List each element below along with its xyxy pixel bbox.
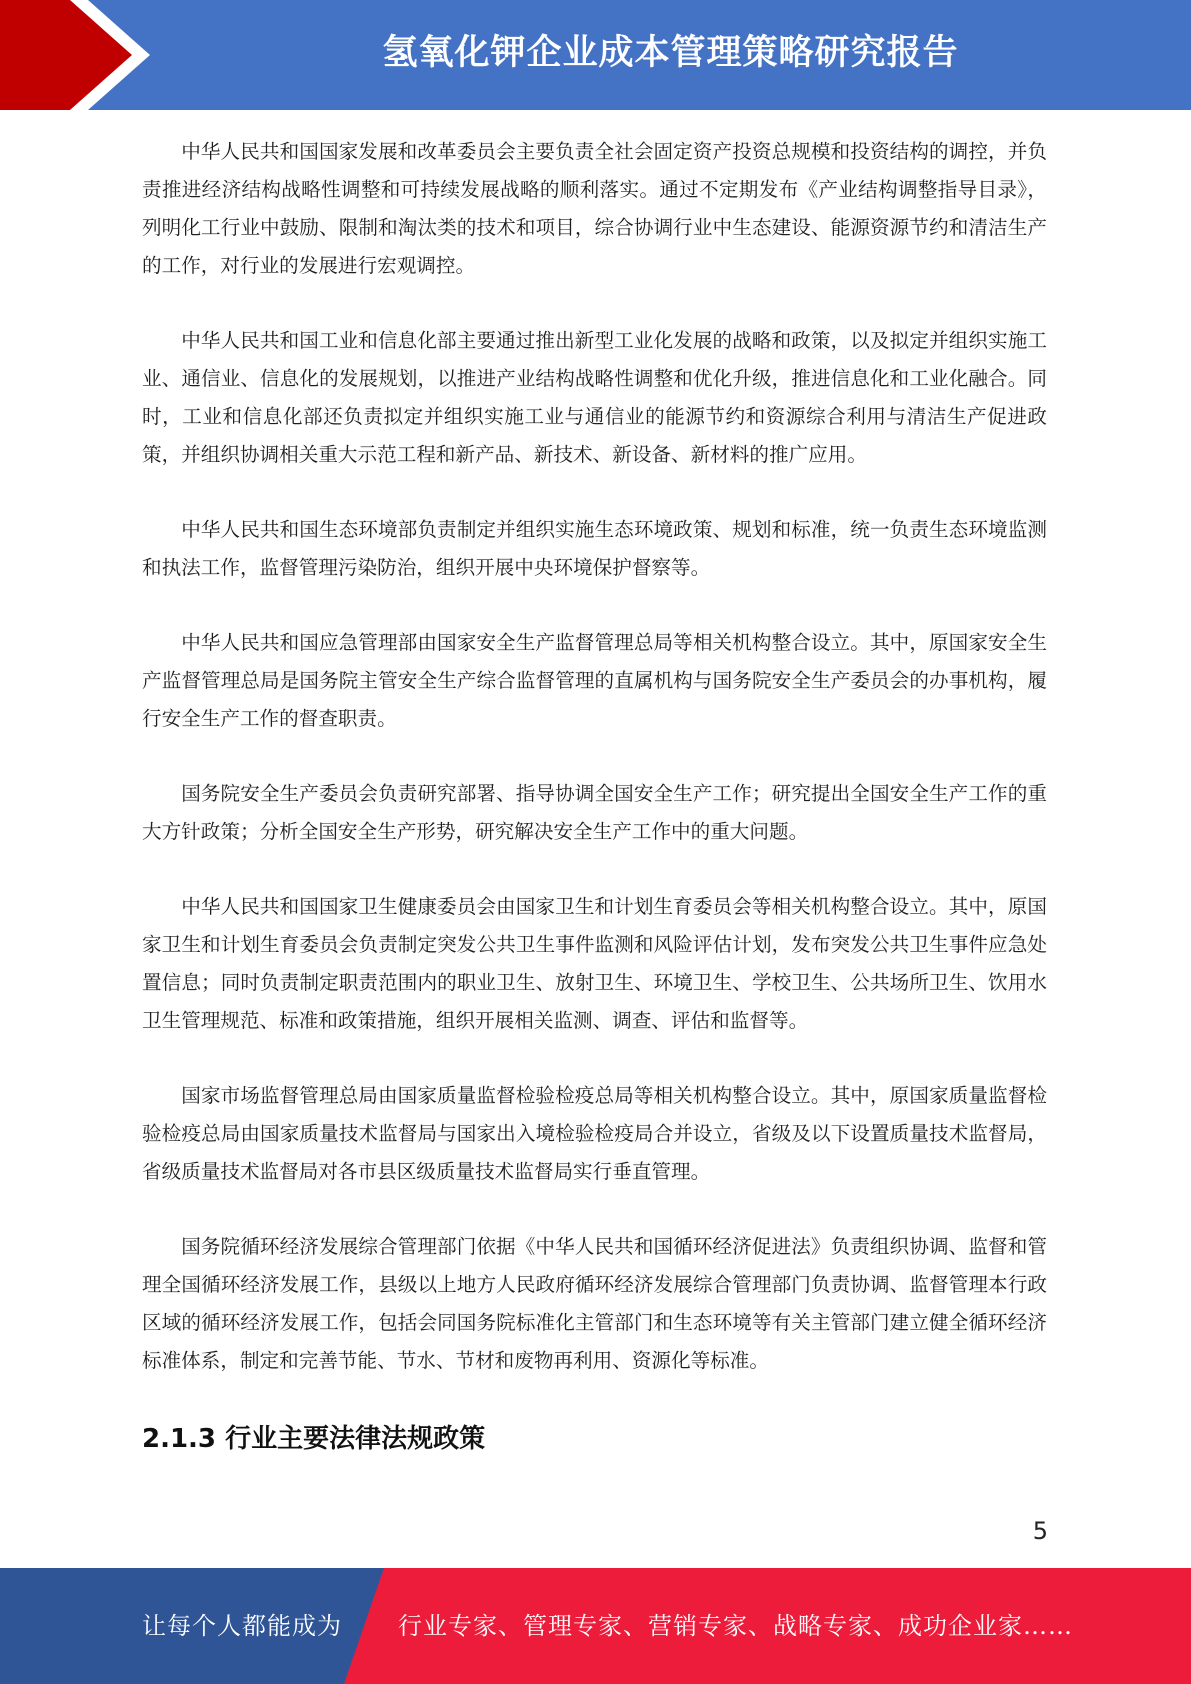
footer-slogan-left: 让每个人都能成为 [142, 1612, 342, 1640]
paragraph-safety-committee: 国务院安全生产委员会负责研究部署、指导协调全国安全生产工作；研究提出全国安全生产工作的重大方针政策；分析全国安全生产形势，研究解决安全生产工作中的重大问题。 [142, 782, 1047, 843]
page-number: 5 [1032, 1517, 1048, 1545]
document-body [142, 133, 1047, 1461]
paragraph-mem: 中华人民共和国应急管理部由国家安全生产监督管理总局等相关机构整合设立。其中，原国家安全生产监督管理总局是国务院主管安全生产综合监督管理的直属机构与国务院安全生产委员会的办事机构，履行安全生产工作的督查职责。 [142, 631, 1047, 730]
paragraph-miit: 中华人民共和国工业和信息化部主要通过推出新型工业化发展的战略和政策，以及拟定并组织实施工业、通信业、信息化的发展规划，以推进产业结构战略性调整和优化升级，推进信息化和工业化融合。同时，工业和信息化部还负责拟定并组织实施工业与通信业的能源节约和资源综合利用与清洁生产促进政策，并组织协调相关重大示范工程和新产品、新技术、新设备、新材料的推广应用。 [142, 329, 1047, 466]
paragraph-circular-economy: 国务院循环经济发展综合管理部门依据《中华人民共和国循环经济促进法》负责组织协调、监督和管理全国循环经济发展工作，县级以上地方人民政府循环经济发展综合管理部门负责协调、监督管理本行政区域的循环经济发展工作，包括会同国务院标准化主管部门和生态环境等有关主管部门建立健全循环经济标准体系，制定和完善节能、节水、节材和废物再利用、资源化等标准。 [142, 1235, 1047, 1372]
paragraph-nhc: 中华人民共和国国家卫生健康委员会由国家卫生和计划生育委员会等相关机构整合设立。其中，原国家卫生和计划生育委员会负责制定突发公共卫生事件监测和风险评估计划，发布突发公共卫生事件应急处置信息；同时负责制定职责范围内的职业卫生、放射卫生、环境卫生、学校卫生、公共场所卫生、饮用水卫生管理规范、标准和政策措施，组织开展相关监测、调查、评估和监督等。 [142, 895, 1047, 1032]
section-heading: 2.1.3 行业主要法律法规政策 [142, 1424, 486, 1454]
paragraph-mee: 中华人民共和国生态环境部负责制定并组织实施生态环境政策、规划和标准，统一负责生态环境监测和执法工作，监督管理污染防治，组织开展中央环境保护督察等。 [142, 518, 1047, 579]
header-chevron-red [0, 0, 132, 110]
page-header [0, 0, 1191, 110]
report-title: 氢氧化钾企业成本管理策略研究报告 [382, 33, 959, 73]
paragraph-ndrc: 中华人民共和国国家发展和改革委员会主要负责全社会固定资产投资总规模和投资结构的调控，并负责推进经济结构战略性调整和可持续发展战略的顺利落实。通过不定期发布《产业结构调整指导目录》，列明化工行业中鼓励、限制和淘汰类的技术和项目，综合协调行业中生态建设、能源资源节约和清洁生产的工作，对行业的发展进行宏观调控。 [142, 140, 1047, 277]
paragraph-samr: 国家市场监督管理总局由国家质量监督检验检疫总局等相关机构整合设立。其中，原国家质量监督检验检疫总局由国家质量技术监督局与国家出入境检验检疫局合并设立，省级及以下设置质量技术监督局，省级质量技术监督局对各市县区级质量技术监督局实行垂直管理。 [142, 1084, 1047, 1183]
page-footer [0, 1568, 1191, 1684]
header-chevron-decoration [0, 0, 160, 110]
footer-slogan-right: 行业专家、管理专家、营销专家、战略专家、成功企业家…… [398, 1612, 1073, 1640]
